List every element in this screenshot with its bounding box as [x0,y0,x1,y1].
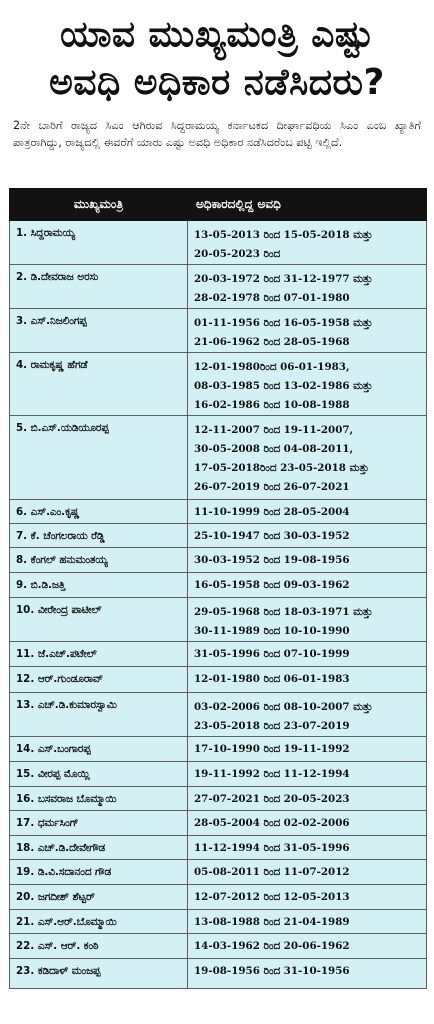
cm-name-cell: 5. ಬಿ.ಎಸ್.ಯಡಿಯೂರಪ್ಪ [10,416,188,500]
header-tenure-period: ಅಧಿಕಾರದಲ್ಲಿದ್ದ ಅವಧಿ [188,189,427,221]
tenure-period-line: 14-03-1962 ರಿಂದ 20-06-1962 [194,940,350,952]
tenure-period-line: 12-07-2012 ರಿಂದ 12-05-2013 [194,891,350,903]
tenure-period-line: 03-02-2006 ರಿಂದ 08-10-2007 ಮತ್ತು [194,701,373,713]
tenure-period-cell [188,836,427,860]
tenure-period-cell [188,910,427,934]
tenure-period-line: 29-05-1968 ರಿಂದ 18-03-1971 ಮತ್ತು [194,606,373,618]
table-row [10,573,427,598]
tenure-period-cell [188,221,427,265]
tenure-period-cell [188,642,427,667]
tenure-period-cell [188,811,427,836]
tenure-period-line: 20-05-2023 ರಿಂದ [194,248,281,260]
tenure-period-cell [188,416,427,500]
tenure-period-cell [188,309,427,353]
table-row [10,667,427,693]
table-header [10,189,427,221]
cm-name-cell: 6. ಎಸ್.ಎಂ.ಕೃಷ್ಣ [10,500,188,524]
cm-name-cell: 15. ವೀರಪ್ಪ ಮೊಯ್ಲಿ [10,762,188,787]
tenure-period-cell [188,667,427,693]
tenure-period-cell [188,860,427,885]
tenure-period-line: 30-03-1952 ರಿಂದ 19-08-1956 [194,554,350,566]
tenure-period-line: 27-07-2021 ರಿಂದ 20-05-2023 [194,793,350,805]
tenure-period-line: 23-05-2018 ರಿಂದ 23-07-2019 [194,720,350,732]
tenure-period-line: 19-11-1992 ರಿಂದ 11-12-1994 [194,768,350,780]
cm-name-cell: 12. ಆರ್.ಗುಂಡೂರಾವ್ [10,667,188,693]
table-row [10,885,427,910]
tenure-period-cell [188,548,427,573]
tenure-period-cell [188,787,427,811]
table-row [10,860,427,885]
cm-name-cell: 21. ಎಸ್.ಆರ್.ಬೊಮ್ಮಾಯಿ [10,910,188,934]
cm-name-cell: 20. ಜಗದೀಶ್ ಶೆಟ್ಟರ್ [10,885,188,910]
tenure-period-cell [188,524,427,548]
tenure-period-line: 26-07-2019 ರಿಂದ 26-07-2021 [194,481,350,493]
headline-line-2: ಅವಧಿ ಅಧಿಕಾರ ನಡೆಸಿದರು? [49,62,385,103]
cm-name-cell: 8. ಕೆಂಗಲ್ ಹನುಮಂತಯ್ಯ [10,548,188,573]
table-row [10,524,427,548]
tenure-period-line: 08-03-1985 ರಿಂದ 13-02-1986 ಮತ್ತು [194,380,373,392]
tenure-period-line: 17-05-2018ರಿಂದ 23-05-2018 ಮತ್ತು [194,462,369,474]
tenure-period-line: 30-05-2008 ರಿಂದ 04-08-2011, [194,443,354,455]
header-chief-minister: ಮುಖ್ಯಮಂತ್ರಿ [10,189,188,221]
tenure-period-cell [188,573,427,598]
intro-paragraph: 2ನೇ ಬಾರಿಗೆ ರಾಜ್ಯದ ಸಿಎಂ ಆಗಿರುವ ಸಿದ್ದರಾಮಯ್ಯ ಕರ್ನಾಟಕದ ದೀರ್ಘಾವಧಿಯ ಸಿಎಂ ಎಂಬ ಖ್ಯಾತಿಗೆ ಪಾತ್ರರಾಗಿದ್ದು, ರಾಜ್ಯದಲ್ಲಿ ಈವರೆಗೆ ಯಾರು ಎಷ್ಟು ಅವಧಿ ಅಧಿಕಾರ ನಡೆಸಿದರೆಂಬ ಪಟ್ಟಿ ಇಲ್ಲಿದೆ. [13,119,421,149]
tenure-period-line: 17-10-1990 ರಿಂದ 19-11-1992 [194,743,350,755]
tenure-period-line: 21-06-1962 ರಿಂದ 28-05-1968 [194,336,350,348]
tenure-period-line: 11-12-1994 ರಿಂದ 31-05-1996 [194,842,350,854]
tenure-period-line: 19-08-1956 ರಿಂದ 31-10-1956 [194,965,350,977]
tenure-period-cell [188,934,427,959]
table-row [10,737,427,762]
table-row [10,811,427,836]
table-row [10,265,427,309]
cm-name-cell: 10. ವೀರೇಂದ್ರ ಪಾಟೀಲ್ [10,598,188,642]
cm-name-cell: 9. ಬಿ.ಡಿ.ಜತ್ತಿ [10,573,188,598]
tenure-period-cell [188,693,427,737]
chief-ministers-table [9,188,427,989]
cm-name-cell: 7. ಕೆ. ಚೆಂಗಲರಾಯ ರೆಡ್ಡಿ [10,524,188,548]
tenure-period-line: 31-05-1996 ರಿಂದ 07-10-1999 [194,648,350,660]
table-row [10,910,427,934]
tenure-period-line: 16-05-1958 ರಿಂದ 09-03-1962 [194,579,350,591]
cm-name-cell: 11. ಜೆ.ಎಚ್.ಪಟೇಲ್ [10,642,188,667]
table-row [10,353,427,416]
tenure-period-line: 16-02-1986 ರಿಂದ 10-08-1988 [194,399,350,411]
tenure-period-line: 28-02-1978 ರಿಂದ 07-01-1980 [194,292,350,304]
tenure-period-line: 05-08-2011 ರಿಂದ 11-07-2012 [194,866,350,878]
cm-name-cell: 3. ಎಸ್.ನಿಜಲಿಂಗಪ್ಪ [10,309,188,353]
table-row [10,548,427,573]
tenure-period-line: 12-11-2007 ರಿಂದ 19-11-2007, [194,424,354,436]
table-row [10,959,427,989]
cm-name-cell: 17. ಧರ್ಮಸಿಂಗ್ [10,811,188,836]
tenure-period-cell [188,265,427,309]
table-header-row [10,189,427,221]
tenure-period-cell [188,885,427,910]
tenure-period-line: 12-01-1980ರಿಂದ 06-01-1983, [194,361,350,373]
table-row [10,934,427,959]
table-row [10,416,427,500]
table-row [10,787,427,811]
cm-name-cell: 16. ಬಸವರಾಜ ಬೊಮ್ಮಾಯಿ [10,787,188,811]
cm-name-cell: 19. ಡಿ.ವಿ.ಸದಾನಂದ ಗೌಡ [10,860,188,885]
tenure-period-line: 01-11-1956 ರಿಂದ 16-05-1958 ಮತ್ತು [194,317,373,329]
table-row [10,836,427,860]
headline-line-1: ಯಾವ ಮುಖ್ಯಮಂತ್ರಿ ಎಷ್ಟು [60,14,374,55]
tenure-period-cell [188,762,427,787]
tenure-period-cell [188,500,427,524]
cm-name-cell: 18. ಎಚ್.ಡಿ.ದೇವೇಗೌಡ [10,836,188,860]
tenure-period-cell [188,737,427,762]
cm-name-cell: 23. ಕಡಿದಾಳ್ ಮಂಜಪ್ಪ [10,959,188,989]
tenure-period-line: 25-10-1947 ರಿಂದ 30-03-1952 [194,530,350,542]
table-row [10,693,427,737]
cm-name-cell: 14. ಎಸ್.ಬಂಗಾರಪ್ಪ [10,737,188,762]
tenure-period-line: 28-05-2004 ರಿಂದ 02-02-2006 [194,817,350,829]
tenure-period-line: 13-05-2013 ರಿಂದ 15-05-2018 ಮತ್ತು [194,229,373,241]
tenure-period-cell [188,598,427,642]
tenure-period-cell [188,959,427,989]
tenure-period-line: 12-01-1980 ರಿಂದ 06-01-1983 [194,673,350,685]
table-row [10,762,427,787]
table-row [10,642,427,667]
tenure-period-cell [188,353,427,416]
tenure-period-line: 13-08-1988 ರಿಂದ 21-04-1989 [194,916,350,928]
tenure-period-line: 11-10-1999 ರಿಂದ 28-05-2004 [194,506,350,518]
tenure-period-line: 20-03-1972 ರಿಂದ 31-12-1977 ಮತ್ತು [194,273,373,285]
table-row [10,309,427,353]
table-row [10,221,427,265]
cm-name-cell: 13. ಎಚ್.ಡಿ.ಕುಮಾರಸ್ವಾಮಿ [10,693,188,737]
cm-name-cell: 22. ಎಸ್. ಆರ್. ಕಂಠಿ [10,934,188,959]
tenure-period-line: 30-11-1989 ರಿಂದ 10-10-1990 [194,625,350,637]
table-row [10,598,427,642]
cm-name-cell: 1. ಸಿದ್ದರಾಮಯ್ಯ [10,221,188,265]
cm-name-cell: 4. ರಾಮಕೃಷ್ಣ ಹೆಗಡೆ [10,353,188,416]
table-row [10,500,427,524]
cm-name-cell: 2. ಡಿ.ದೇವರಾಜ ಅರಸು [10,265,188,309]
table-body [10,221,427,989]
